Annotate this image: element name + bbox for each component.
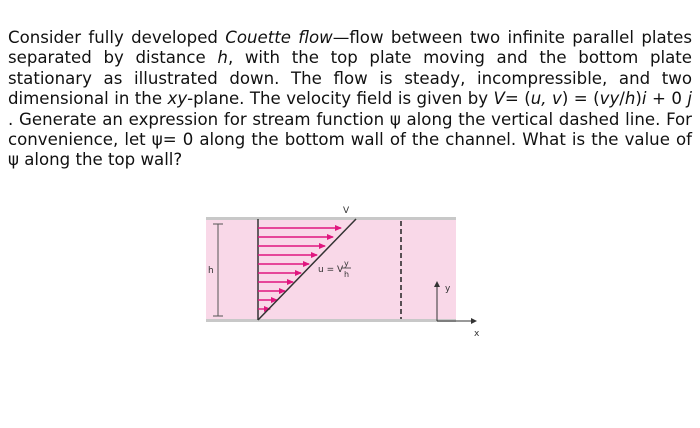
text-segment: Couette flow (225, 28, 333, 47)
top-plate (206, 217, 456, 220)
text-segment: h (624, 89, 636, 109)
text-segment: u, v (530, 89, 562, 109)
text-segment: vy (599, 89, 620, 109)
text-segment: ) = ( (561, 89, 600, 109)
text-segment: , with the top plate moving and the bottom plate stationary as illustrated down. The flow is steady, incompressible, and two dimensional in the (8, 48, 692, 109)
formula-numerator: y (344, 259, 349, 268)
height-label: h (208, 266, 214, 276)
text-segment: = ( (504, 89, 531, 109)
text-segment: -plane. The velocity field is given by (187, 89, 494, 109)
text-segment: h (217, 48, 228, 68)
text-segment: j (687, 89, 693, 109)
top-velocity-label: V (343, 206, 350, 216)
text-segment: + 0 (646, 89, 688, 109)
y-axis-label: y (445, 284, 451, 294)
text-segment: ) (635, 89, 642, 109)
text-segment: . Generate an expression for stream function ψ along the vertical dashed line. For convenience, let ψ= 0 along the bottom wall of the channel. What is the value of ψ along the top wall? (8, 109, 692, 170)
formula-lhs: u = V (318, 265, 344, 275)
text-segment: / (619, 89, 625, 109)
text-segment: i (641, 89, 647, 109)
x-axis-label: x (474, 329, 480, 339)
text-segment: Consider fully developed (8, 28, 226, 47)
formula-denominator: h (344, 270, 350, 279)
text-segment: xy (167, 89, 188, 109)
text-segment: V (493, 89, 505, 109)
bottom-plate (206, 319, 456, 322)
text-segment: —flow between two infinite parallel plates separated by distance (8, 28, 692, 68)
